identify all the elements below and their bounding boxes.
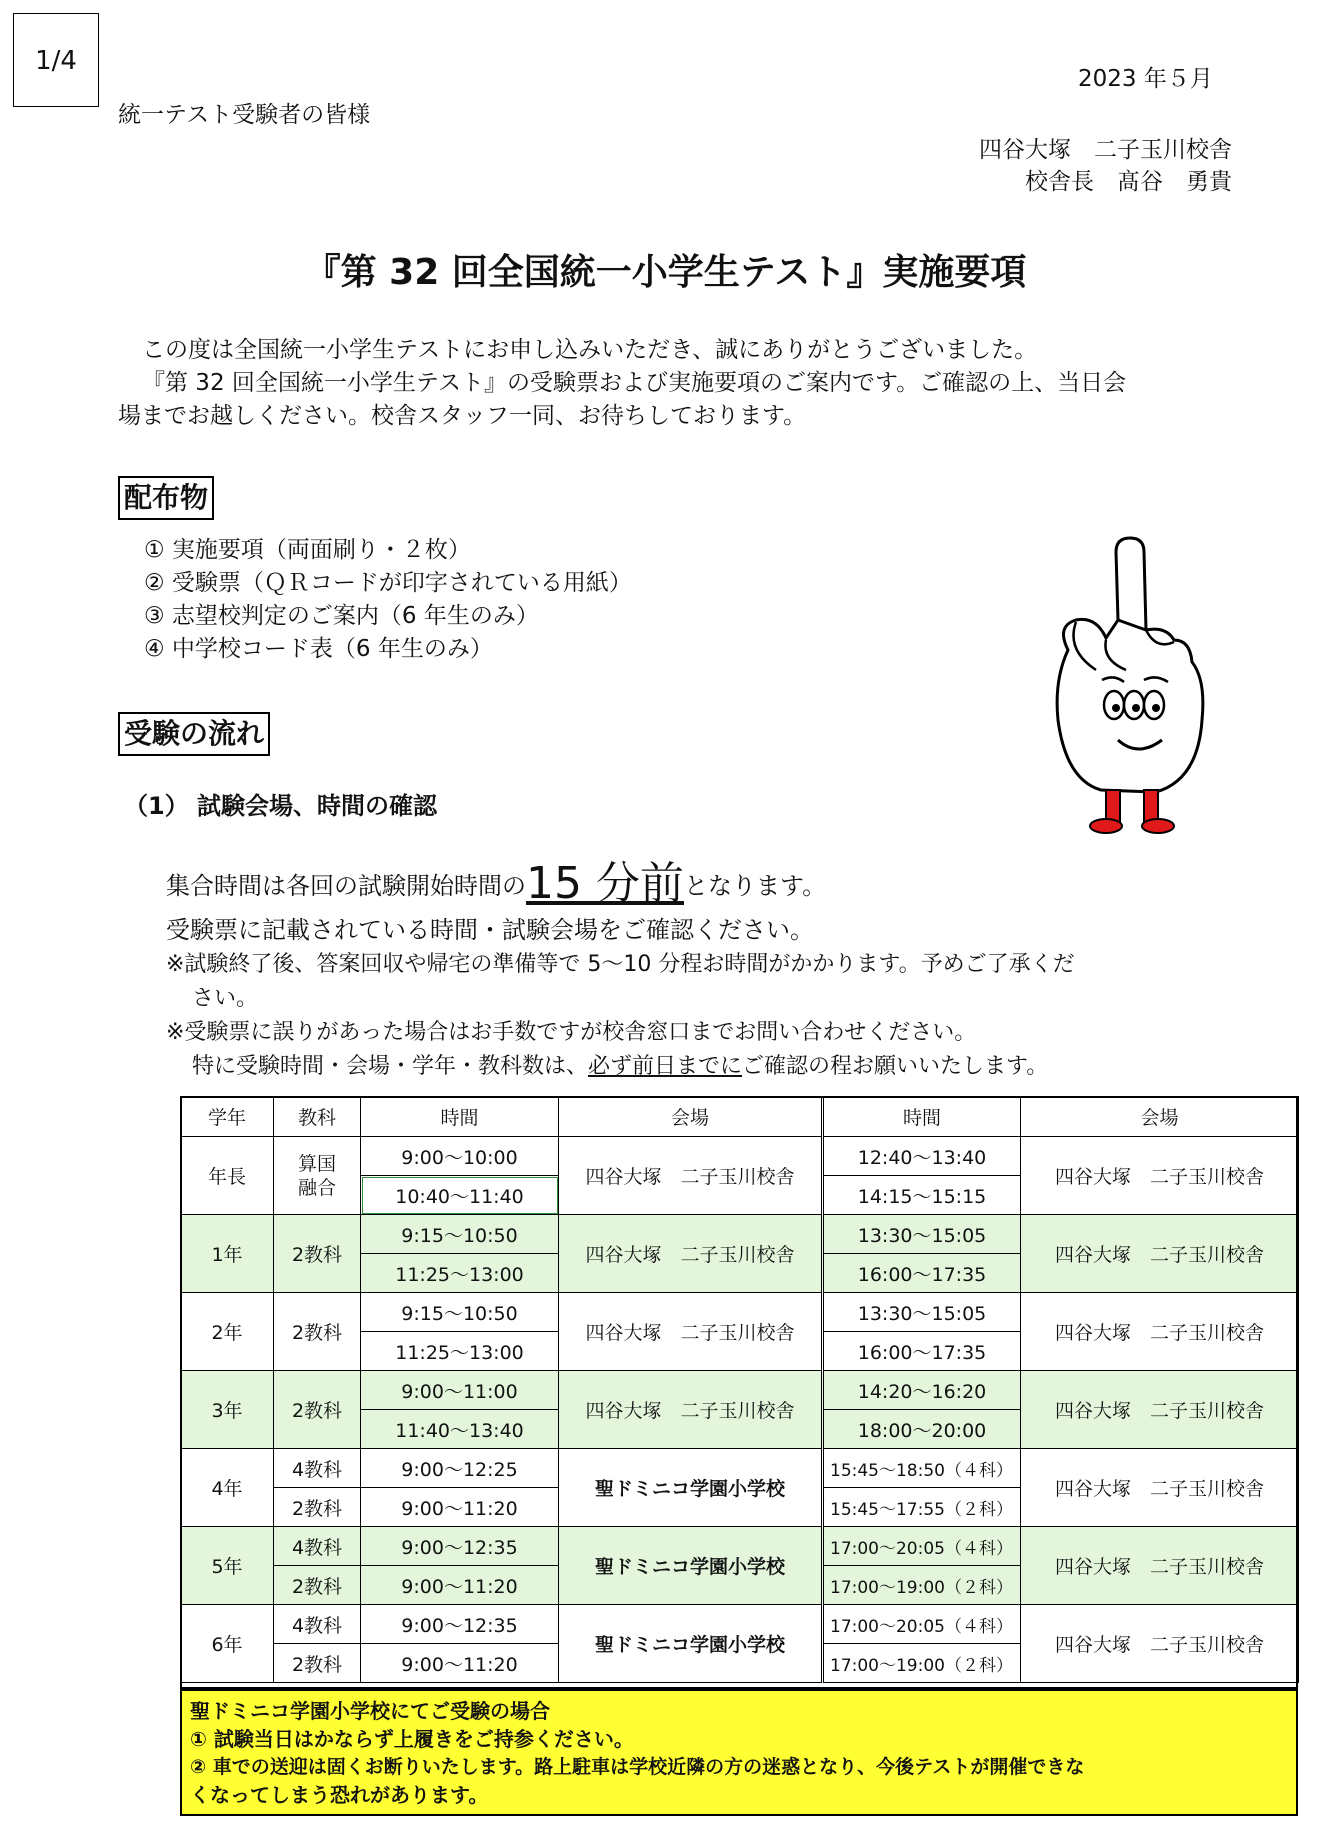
venue-cell: 四谷大塚 二子玉川校舎: [1021, 1371, 1299, 1449]
sender-head: 校舎長 髙谷 勇貴: [1025, 169, 1232, 195]
venue-cell: 四谷大塚 二子玉川校舎: [1021, 1527, 1299, 1605]
subject-cell: 4教科: [274, 1605, 361, 1644]
time-cell: 9:00～12:35: [361, 1605, 559, 1644]
grade-cell: 年長: [181, 1137, 274, 1215]
note-post: ご確認の程お願いいたします。: [742, 1054, 1049, 1079]
venue-cell: 四谷大塚 二子玉川校舎: [1021, 1605, 1299, 1683]
note-line: [166, 1050, 1075, 1084]
time-cell: 12:40～13:40: [823, 1137, 1021, 1176]
header-cell: 教科: [274, 1097, 361, 1137]
time-cell: 9:00～11:20: [361, 1566, 559, 1605]
table-row: [181, 1137, 1299, 1176]
schedule-table: [180, 1096, 1299, 1683]
pointing-hand-mascot-illustration: [1006, 530, 1256, 840]
confirm-line: 受験票に記載されている時間・試験会場をご確認ください。: [166, 916, 814, 944]
distribution-list: [144, 534, 632, 666]
subject-cell: 4教科: [274, 1527, 361, 1566]
distribution-heading: 配布物: [118, 476, 214, 520]
header-cell: 会場: [1021, 1097, 1299, 1137]
time-cell: 14:20～16:20: [823, 1371, 1021, 1410]
list-item: ① 実施要項（両面刷り・２枚）: [144, 537, 471, 563]
header-cell: 時間: [823, 1097, 1021, 1137]
venue-cell: 四谷大塚 二子玉川校舎: [1021, 1449, 1299, 1527]
list-item: ③ 志望校判定のご案内（6 年生のみ）: [144, 603, 539, 629]
time-cell: 9:00～11:00: [361, 1371, 559, 1410]
venue-cell: 四谷大塚 二子玉川校舎: [559, 1215, 823, 1293]
note-line: さい。: [192, 986, 259, 1011]
notice-item: ② 車での送迎は固くお断りいたします。路上駐車は学校近隣の方の迷惑となり、今後テストが開催できな: [190, 1756, 1085, 1778]
subject-cell: 2教科: [274, 1371, 361, 1449]
venue-cell: 四谷大塚 二子玉川校舎: [559, 1371, 823, 1449]
time-cell: 17:00～20:05（４科）: [823, 1527, 1021, 1566]
subject-cell: 2教科: [274, 1566, 361, 1605]
subject-cell: 2教科: [274, 1215, 361, 1293]
time-cell: 9:00～10:00: [361, 1137, 559, 1176]
note-pre: 特に受験時間・会場・学年・教科数は、: [192, 1054, 589, 1079]
venue-cell: 四谷大塚 二子玉川校舎: [1021, 1137, 1299, 1215]
venue-cell: 聖ドミニコ学園小学校: [559, 1449, 823, 1527]
subject-cell: 算国 融合: [274, 1137, 361, 1215]
time-cell: 9:15～10:50: [361, 1215, 559, 1254]
time-cell: 13:30～15:05: [823, 1293, 1021, 1332]
header-cell: 会場: [559, 1097, 823, 1137]
header-cell: 時間: [361, 1097, 559, 1137]
subject-cell: 4教科: [274, 1449, 361, 1488]
sender-school: 四谷大塚 二子玉川校舎: [979, 137, 1232, 163]
time-cell: 16:00～17:35: [823, 1254, 1021, 1293]
table-row: [181, 1215, 1299, 1254]
time-cell: 9:00～12:35: [361, 1527, 559, 1566]
header-cell: 学年: [181, 1097, 274, 1137]
table-row: [181, 1449, 1299, 1488]
time-cell: 9:00～11:20: [361, 1644, 559, 1683]
table-row: [181, 1605, 1299, 1644]
page-number-box: 1/4: [13, 13, 99, 107]
grade-cell: 4年: [181, 1449, 274, 1527]
intro-line: 『第 32 回全国統一小学生テスト』の受験票および実施要項のご案内です。ご確認の上、当日会: [142, 370, 1127, 396]
notice-title: 聖ドミニコ学園小学校にてご受験の場合: [190, 1699, 550, 1723]
venue-cell: 四谷大塚 二子玉川校舎: [1021, 1215, 1299, 1293]
time-cell: 17:00～19:00（２科）: [823, 1566, 1021, 1605]
time-cell: 9:00～12:25: [361, 1449, 559, 1488]
table-header-row: [181, 1097, 1299, 1137]
flow-notes: [166, 858, 1075, 1084]
gather-pre: 集合時間は各回の試験開始時間の: [166, 872, 526, 900]
list-item: ② 受験票（ＱＲコードが印字されている用紙）: [144, 570, 632, 596]
note-emphasis: 必ず前日までに: [588, 1054, 743, 1079]
grade-cell: 2年: [181, 1293, 274, 1371]
table-row: [181, 1527, 1299, 1566]
grade-cell: 5年: [181, 1527, 274, 1605]
intro-line: この度は全国統一小学生テストにお申し込みいただき、誠にありがとうございました。: [142, 337, 1038, 363]
venue-cell: 聖ドミニコ学園小学校: [559, 1605, 823, 1683]
venue-cell: 四谷大塚 二子玉川校舎: [559, 1137, 823, 1215]
venue-cell: 聖ドミニコ学園小学校: [559, 1527, 823, 1605]
time-cell: 13:30～15:05: [823, 1215, 1021, 1254]
time-cell: 11:25～13:00: [361, 1254, 559, 1293]
table-row: [181, 1371, 1299, 1410]
table-row: [181, 1293, 1299, 1332]
date: 2023 年５月: [1078, 66, 1213, 92]
gather-time-emphasis: 15 分前: [526, 858, 684, 909]
time-cell: 9:15～10:50: [361, 1293, 559, 1332]
addressee: 統一テスト受験者の皆様: [118, 102, 371, 128]
time-cell: 11:25～13:00: [361, 1332, 559, 1371]
grade-cell: 1年: [181, 1215, 274, 1293]
list-item: ④ 中学校コード表（6 年生のみ）: [144, 636, 493, 662]
notice-item: ① 試験当日はかならず上履きをご持参ください。: [190, 1727, 634, 1751]
gather-post: となります。: [683, 872, 827, 900]
time-cell: 15:45～17:55（２科）: [823, 1488, 1021, 1527]
subject-cell: 2教科: [274, 1644, 361, 1683]
time-cell: 14:15～15:15: [823, 1176, 1021, 1215]
venue-cell: 四谷大塚 二子玉川校舎: [1021, 1293, 1299, 1371]
time-cell: 17:00～19:00（２科）: [823, 1644, 1021, 1683]
time-cell: 17:00～20:05（４科）: [823, 1605, 1021, 1644]
time-cell: 9:00～11:20: [361, 1488, 559, 1527]
flow-subheading: （1） 試験会場、時間の確認: [124, 792, 438, 820]
intro-line: 場までお越しください。校舎スタッフ一同、お待ちしております。: [118, 403, 807, 429]
venue-cell: 四谷大塚 二子玉川校舎: [559, 1293, 823, 1371]
time-cell: 10:40～11:40: [361, 1176, 559, 1215]
notice-item: くなってしまう恐れがあります。: [190, 1783, 489, 1807]
subject-cell: 2教科: [274, 1293, 361, 1371]
page-title: 『第 32 回全国統一小学生テスト』実施要項: [304, 252, 1027, 293]
grade-cell: 6年: [181, 1605, 274, 1683]
gather-line: [166, 858, 1075, 912]
notice-box: [180, 1689, 1298, 1816]
time-cell: 15:45～18:50（４科）: [823, 1449, 1021, 1488]
intro-text: [118, 334, 1228, 433]
note-line: ※受験票に誤りがあった場合はお手数ですが校舎窓口までお問い合わせください。: [166, 1020, 977, 1045]
note-line: ※試験終了後、答案回収や帰宅の準備等で 5～10 分程お時間がかかります。予めご了承くだ: [166, 952, 1075, 977]
grade-cell: 3年: [181, 1371, 274, 1449]
time-cell: 18:00～20:00: [823, 1410, 1021, 1449]
flow-heading: 受験の流れ: [118, 712, 270, 756]
subject-cell: 2教科: [274, 1488, 361, 1527]
time-cell: 16:00～17:35: [823, 1332, 1021, 1371]
time-cell: 11:40～13:40: [361, 1410, 559, 1449]
